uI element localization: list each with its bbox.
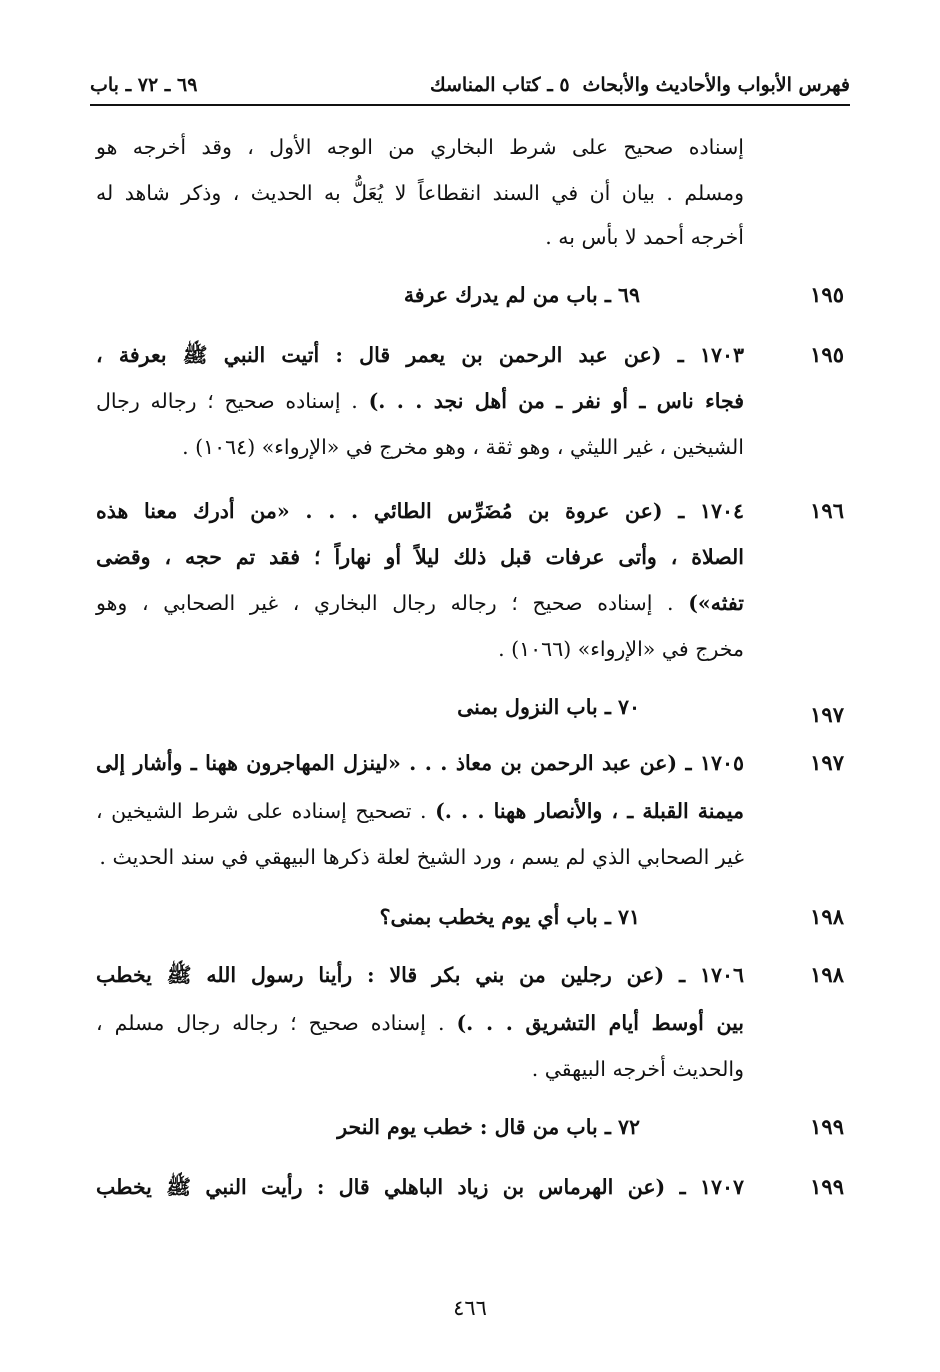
hadith-text: ١٧٠٣ ـ (عن عبد الرحمن بن يعمر قال : أتيت النبي ﷺ بعرفة ، [96,343,744,367]
page-ref-number: ١٩٥ [810,342,844,367]
page-ref-number: ١٩٨ [810,904,844,929]
hadith-line [96,386,744,416]
hadith-text: فجاء ناس ـ أو نفر ـ من أهل نجد . . .) [368,389,744,413]
header-index-title: فهرس الأبواب والأحاديث والأبحاث [582,74,850,96]
commentary-text: . إسناده صحيح ؛ رجاله رجال [96,389,369,413]
commentary-text: . إسناده صحيح ؛ رجاله رجال مسلم ، [96,1011,457,1035]
header-chapter-range: ٦٩ ـ ٧٢ ـ باب [90,74,198,96]
hadith-text: ١٧٠٥ ـ (عن عبد الرحمن بن معاذ . . . [409,751,744,775]
hadith-line [96,340,744,370]
hadith-line [96,960,744,990]
hadith-quote: ميمنة القبلة ـ ، والأنصار ههنا . . .) [435,799,744,823]
intro-line: ومسلم . بيان أن في السند انقطاعاً لا يُعَلُّ به الحديث ، وذكر شاهد له [96,181,744,205]
page-ref-number: ١٩٦ [810,498,844,523]
hadith-line [96,1008,744,1038]
hadith-quote: الصلاة ، وأتى عرفات قبل ذلك ليلاً أو نهاراً ؛ فقد تم حجه ، وقضى [96,545,744,569]
page-ref-number: ١٩٧ [810,750,844,775]
commentary-line: والحديث أخرجه البيهقي . [531,1057,744,1081]
commentary-text: . تصحيح إسناده على شرط الشيخين ، [96,799,436,823]
hadith-line [96,748,744,778]
hadith-quote: «لينزل المهاجرون ههنا ـ وأشار إلى [96,751,410,775]
page-ref-number: ١٩٩ [810,1114,844,1139]
intro-line: إسناده صحيح على شرط البخاري من الوجه الأول ، وقد أخرجه هو [96,135,744,159]
hadith-line [96,542,744,572]
chapter-heading: ٧١ ـ باب أي يوم يخطب بمنى؟ [379,905,640,929]
commentary-line: غير الصحابي الذي لم يسم ، ورد الشيخ لعلة ذكرها البيهقي في سند الحديث . [99,845,744,869]
hadith-line [96,1172,744,1202]
hadith-text: بين أوسط أيام التشريق . . .) [456,1011,745,1035]
hadith-line [96,796,744,826]
running-header [90,64,850,106]
page-ref-number: ١٩٩ [810,1174,844,1199]
page-ref-number: ١٩٥ [810,282,844,307]
hadith-text: ١٧٠٤ ـ (عن عروة بن مُضَرِّس الطائي . . . [305,499,744,523]
intro-line: أخرجه أحمد لا بأس به . [545,225,744,249]
commentary-text: . إسناده صحيح ؛ رجاله رجال البخاري ، غير الصحابي ، وهو [96,591,689,615]
page-ref-number: ١٩٧ [810,702,844,727]
hadith-line [96,588,744,618]
hadith-text: ١٧٠٧ ـ (عن الهرماس بن زياد الباهلي قال : رأيت النبي ﷺ يخطب [96,1175,744,1199]
page-number: ٤٦٦ [453,1296,487,1320]
chapter-heading: ٧٠ ـ باب النزول بمنى [457,695,640,719]
hadith-quote: «من أدرك معنا هذه [96,499,306,523]
header-book-title: ٥ ـ كتاب المناسك [430,74,570,96]
hadith-text: ١٧٠٦ ـ (عن رجلين من بني بكر قالا : رأينا رسول الله ﷺ يخطب [96,963,744,987]
hadith-line [96,496,744,526]
commentary-line: مخرج في «الإرواء» (١٠٦٦) . [498,637,744,661]
commentary-line: الشيخين ، غير الليثي ، وهو ثقة ، وهو مخرج في «الإرواء» (١٠٦٤) . [182,435,744,459]
chapter-heading: ٧٢ ـ باب من قال : خطب يوم النحر [337,1115,640,1139]
page-ref-number: ١٩٨ [810,962,844,987]
hadith-quote: تفثه») [688,591,744,615]
chapter-heading: ٦٩ ـ باب من لم يدرك عرفة [403,283,640,307]
